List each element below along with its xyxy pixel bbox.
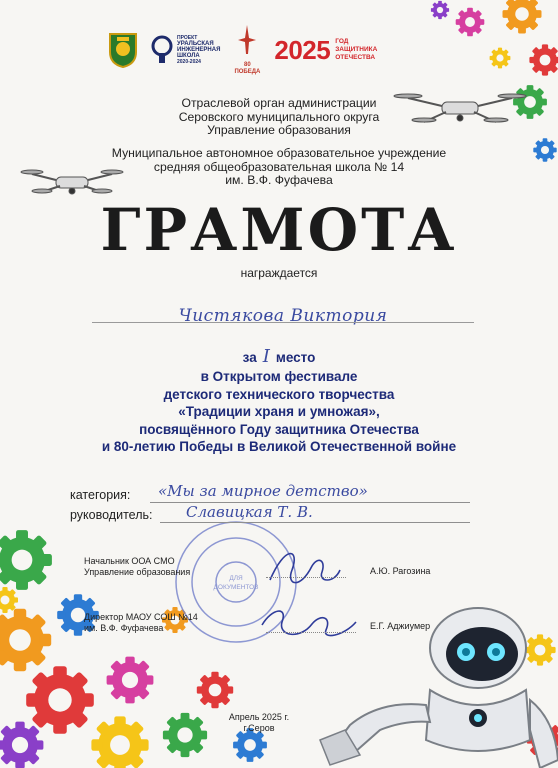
school-line: Муниципальное автономное образовательное учреждение [111, 146, 447, 160]
victory-logo [232, 24, 262, 76]
signature-line [266, 632, 356, 633]
school-block [0, 147, 558, 188]
authority-line: Управление образования [207, 123, 351, 137]
signatory-position-line: Директор МАОУ СОШ №14 [84, 612, 198, 622]
leader-value: Славицкая Т. В. [186, 503, 313, 521]
year-number: 2025 [274, 34, 331, 65]
signature-icon [262, 554, 356, 636]
description-line: в Открытом фестивале [200, 369, 358, 384]
year-sub-1: ГОД [335, 38, 349, 45]
description-line: детского технического творчества [163, 386, 395, 402]
gear-icon [427, 0, 558, 167]
project-line-3: ШКОЛА [177, 53, 200, 59]
issue-date-text: Апрель 2025 г. [228, 712, 290, 722]
leader-underline [160, 522, 470, 523]
project-line-1: УРАЛЬСКАЯ [177, 41, 214, 47]
authority-line: Отраслевой орган администрации [181, 96, 377, 110]
recipient-name: Чистякова Виктория [178, 306, 388, 326]
description-line: и 80-летию Победы в Великой Отечественной войне [101, 439, 457, 454]
signatory-position-line: Управление образования [84, 567, 191, 577]
year-sub-2: ЗАЩИТНИКА [335, 46, 378, 53]
city-coat-of-arms-icon [108, 32, 138, 68]
engineering-school-logo-icon [150, 35, 174, 65]
category-label: категория: [70, 488, 131, 502]
victory-80-logo-icon [236, 24, 258, 62]
issue-city: г.Серов [243, 723, 275, 733]
awarded-label: награждается [240, 266, 318, 280]
authority-block [0, 97, 558, 138]
leader-label: руководитель: [70, 508, 153, 522]
place-suffix: место [275, 350, 316, 365]
school-line: средняя общеобразовательная школа № 14 [153, 159, 405, 174]
engineering-school-logo [150, 35, 220, 65]
year-sub-3: ОТЕЧЕСТВА [335, 54, 376, 61]
svg-text:ДОКУМЕНТОВ: ДОКУМЕНТОВ [213, 584, 259, 591]
logo-row [108, 20, 377, 80]
signatory-position [84, 556, 190, 578]
certificate-title: ГРАМОТА [100, 196, 458, 264]
signatory-position-line: Начальник ООА СМО [84, 556, 175, 566]
project-years: 2020-2024 [177, 59, 201, 65]
signatory-name: А.Ю. Рагозина [370, 566, 431, 576]
place-line [0, 346, 558, 367]
year-logo [274, 35, 377, 66]
recipient-underline [92, 322, 474, 323]
issue-date [214, 712, 304, 734]
signatory-position [84, 612, 198, 634]
description-line: посвящённого Году защитника Отечества [139, 421, 419, 437]
place-prefix: за [242, 350, 257, 365]
signature-line [266, 577, 346, 578]
project-line-2: ИНЖЕНЕРНАЯ [177, 47, 221, 53]
authority-line: Серовского муниципального округа [178, 109, 380, 124]
description-line: «Традиции храня и умножая», [178, 404, 380, 419]
svg-text:ДЛЯ: ДЛЯ [229, 575, 243, 582]
award-description [0, 368, 558, 456]
signatory-name: Е.Г. Аджиумер [370, 621, 431, 631]
school-line: им. В.Ф. Фуфачева [225, 173, 333, 187]
place-number: I [262, 346, 270, 367]
victory-label: 80 ПОБЕДА [234, 62, 261, 75]
signatory-position-line: им. В.Ф. Фуфачева [84, 623, 164, 633]
project-label: ПРОЕКТ [177, 35, 198, 41]
category-value: «Мы за мирное детство» [158, 482, 368, 500]
